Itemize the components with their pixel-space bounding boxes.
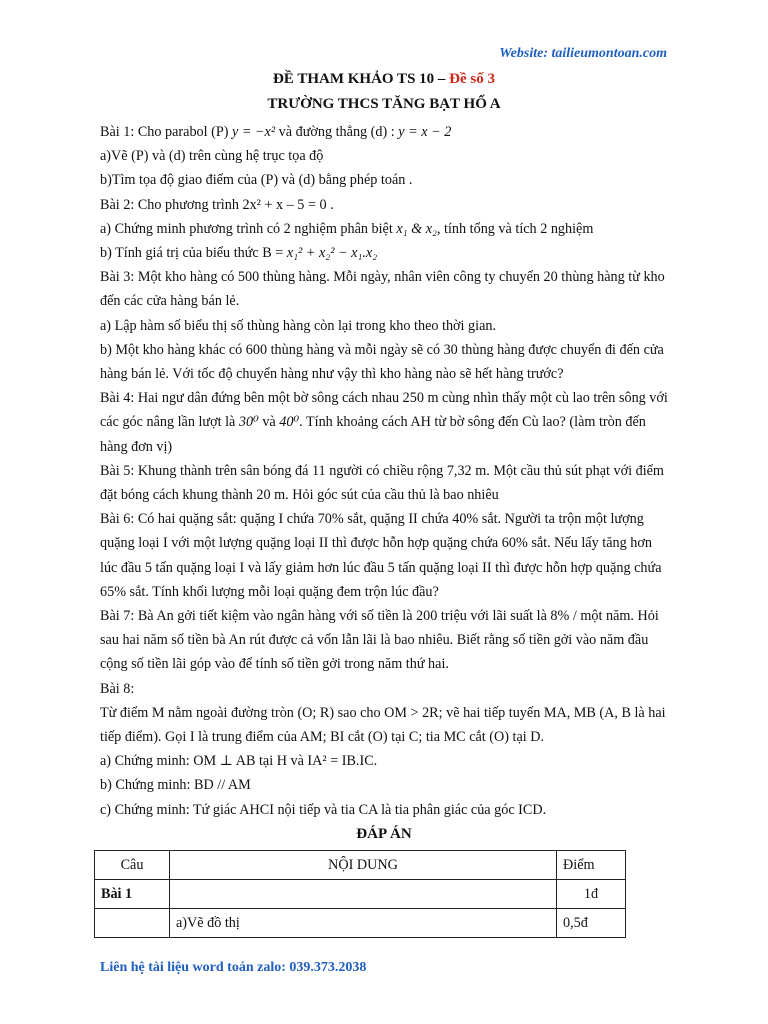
title-number: Đề số 3 xyxy=(449,71,495,87)
problem-1-text-2: và đường thẳng (d) : xyxy=(278,124,395,140)
row-diem: 0,5đ xyxy=(557,909,626,938)
header-diem: Điểm xyxy=(557,851,626,880)
problem-4-text: Bài 4: Hai ngư dân đứng bên một bờ sông cách nhau 250 m cùng nhìn thấy một cù lao trên sông với các góc nâng lần lượt là xyxy=(100,390,668,431)
problem-2a-text-2: , tính tổng và tích 2 nghiệm xyxy=(436,220,594,237)
document-title xyxy=(0,71,768,88)
answer-table xyxy=(94,850,626,938)
problem-1a: a)Vẽ (P) và (d) trên cùng hệ trục tọa độ xyxy=(100,148,324,165)
problem-3b: b) Một kho hàng khác có 600 thùng hàng và mỗi ngày sẽ có 30 thùng hàng được chuyển đi đến cửa hàng bán lẻ. Với tốc độ chuyển hàng như vậy thì kho hàng nào sẽ hết hàng trước? xyxy=(100,341,664,383)
row-diem: 1đ xyxy=(557,880,626,909)
table-row xyxy=(95,880,626,909)
row-cau: Bài 1 xyxy=(95,880,170,909)
problem-8b: b) Chứng minh: BD // AM xyxy=(100,777,251,794)
angle-2: 40⁰ xyxy=(279,414,300,431)
row-noidung xyxy=(170,880,557,909)
website-link[interactable]: Website: tailieumontoan.com xyxy=(499,46,667,61)
table-header-row xyxy=(95,851,626,880)
expression-formula: x₁² + x₂² − x₁.x₂ xyxy=(286,245,378,262)
problem-5: Bài 5: Khung thành trên sân bóng đá 11 người có chiều rộng 7,32 m. Một cầu thủ sút phạt với điểm đặt bóng cách khung thành 20 m. Hỏi góc sút của cầu thủ là bao nhiêu xyxy=(100,462,664,504)
header-cau: Câu xyxy=(95,851,170,880)
problem-4 xyxy=(100,386,670,459)
problem-7: Bài 7: Bà An gởi tiết kiệm vào ngân hàng với số tiền là 200 triệu với lãi suất là 8% / một năm. Hỏi sau hai năm số tiền bà An rút được cả vốn lẫn lãi là bao nhiêu. Biết rằng số tiền gởi vào năm đầu cộng số tiền lãi góp vào để tính số tiền gởi trong năm thứ hai. xyxy=(100,608,659,673)
title-main: ĐỀ THAM KHẢO TS 10 – xyxy=(273,71,446,87)
roots-formula: x₁ & x₂ xyxy=(396,220,437,237)
problem-6: Bài 6: Có hai quặng sắt: quặng I chứa 70% sắt, quặng II chứa 40% sắt. Người ta trộn một lượng quặng loại I với một lượng quặng loại II thì được hỗn hợp quặng chứa 60% sắt. Nếu lấy tăng hơn lúc đầu 5 tấn quặng loại I và lấy giảm hơn lúc đầu 5 tấn quặng loại II thì được hỗn hợp quặng chứa 65% sắt. Tính khối lượng mỗi loại quặng đem trộn lúc đầu? xyxy=(100,511,662,600)
row-cau xyxy=(95,909,170,938)
problem-8-text: Từ điểm M nằm ngoài đường tròn (O; R) sao cho OM > 2R; vẽ hai tiếp tuyến MA, MB (A, B là hai tiếp điểm). Gọi I là trung điểm của AM; BI cắt (O) tại C; tia MC cắt (O) tại D. xyxy=(100,704,666,746)
problem-3: Bài 3: Một kho hàng có 500 thùng hàng. Mỗi ngày, nhân viên công ty chuyển 20 thùng hàng từ kho đến các cửa hàng bán lẻ. xyxy=(100,269,665,310)
problem-1b: b)Tìm tọa độ giao điểm của (P) và (d) bằng phép toán . xyxy=(100,172,413,189)
problem-4-and: và xyxy=(262,414,276,431)
problem-2a xyxy=(100,217,670,241)
problem-4-text-2: . Tính khoảng cách AH từ bờ sông đến Cù lao? (làm tròn đến hàng đơn vị) xyxy=(100,414,646,455)
exam-content xyxy=(100,120,670,822)
problem-2: Bài 2: Cho phương trình 2x² + x – 5 = 0 . xyxy=(100,196,334,213)
table-row xyxy=(95,909,626,938)
parabol-formula: y = −x² xyxy=(232,124,276,140)
answer-title: ĐÁP ÁN xyxy=(356,826,412,842)
footer-contact: Liên hệ tài liệu word toán zalo: 039.373.2038 xyxy=(100,960,367,975)
problem-8: Bài 8: xyxy=(100,680,135,697)
school-name: TRƯỜNG THCS TĂNG BẠT HỔ A xyxy=(267,96,501,112)
header-noidung: NỘI DUNG xyxy=(170,851,557,880)
problem-1-text: Bài 1: Cho parabol (P) xyxy=(100,124,229,140)
problem-8c: c) Chứng minh: Tứ giác AHCI nội tiếp và tia CA là tia phân giác của góc ICD. xyxy=(100,801,547,818)
problem-1 xyxy=(100,120,670,144)
problem-3a: a) Lập hàm số biểu thị số thùng hàng còn lại trong kho theo thời gian. xyxy=(100,317,497,334)
row-noidung: a)Vẽ đồ thị xyxy=(170,909,557,938)
problem-2b xyxy=(100,241,670,265)
problem-2a-text: a) Chứng minh phương trình có 2 nghiệm phân biệt xyxy=(100,220,393,237)
problem-2b-text: b) Tính giá trị của biểu thức B = xyxy=(100,245,284,262)
angle-1: 30⁰ xyxy=(238,414,259,431)
line-formula: y = x − 2 xyxy=(398,124,452,140)
problem-8a: a) Chứng minh: OM ⊥ AB tại H và IA² = IB.IC. xyxy=(100,753,378,770)
